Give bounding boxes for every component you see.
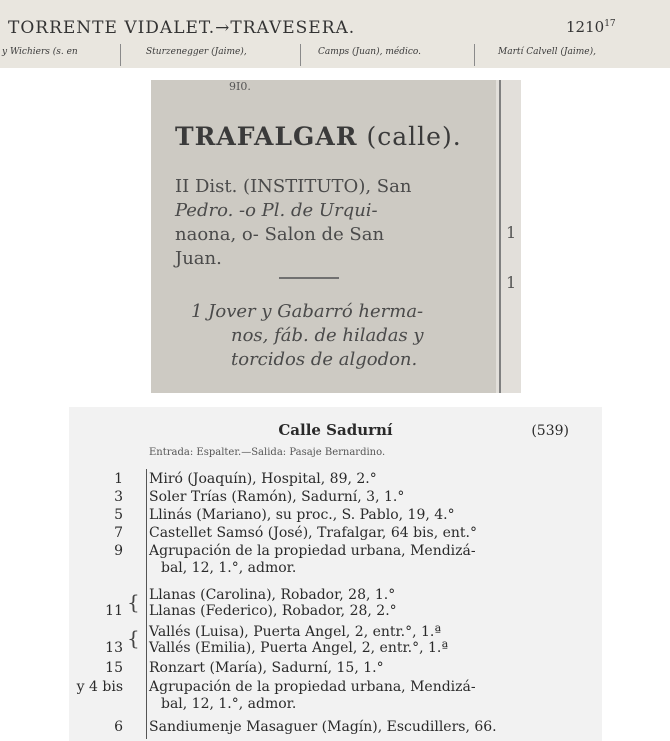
column-fragment: y Wichiers (s. en [2, 47, 78, 57]
column-divider [300, 44, 301, 66]
margin-mark: 1 [506, 223, 517, 242]
occupant-text: Sandiumenje Masaguer (Magín), Escudillers, 66. [149, 719, 497, 735]
clipping-top-fragment: 9I0. [229, 80, 251, 93]
house-number: 7 [114, 525, 123, 541]
occupant-text: Llanas (Carolina), Robador, 28, 1.° [149, 587, 396, 603]
listing-row [69, 640, 602, 657]
street-heading [175, 122, 462, 151]
occupant-text: Soler Trías (Ramón), Sadurní, 3, 1.° [149, 489, 405, 505]
district-line: naona, o- Salon de San [175, 224, 385, 245]
page-header-title: TORRENTE VIDALET.→TRAVESERA. [8, 18, 356, 38]
listing-row [69, 489, 602, 506]
listing-row [69, 660, 602, 677]
column-divider [120, 44, 121, 66]
house-number: 3 [114, 489, 123, 505]
occupant-text: Agrupación de la propiedad urbana, Mendizá- [149, 543, 476, 559]
occupant-text: Castellet Samsó (José), Trafalgar, 64 bis, ent.° [149, 525, 477, 541]
separator-rule [279, 277, 339, 279]
house-number: 13 [105, 640, 123, 656]
listing-row [69, 719, 602, 736]
brace-13: { [127, 626, 140, 650]
occupant-text: Llinás (Mariano), su proc., S. Pablo, 19, 4.° [149, 507, 455, 523]
margin-mark: 1 [506, 273, 517, 292]
entry-line: 1 Jover y Gabarró herma- [191, 301, 424, 322]
occupant-text: bal, 12, 1.°, admor. [161, 696, 297, 712]
occupant-text: Miró (Joaquín), Hospital, 89, 2.° [149, 471, 377, 487]
column-fragments [0, 44, 670, 68]
clipping-column-rule [499, 80, 501, 393]
listing-row [69, 624, 602, 641]
entry-line: torcidos de algodon. [231, 349, 418, 370]
occupant-text: bal, 12, 1.°, admor. [161, 560, 297, 576]
house-number: 11 [105, 603, 123, 619]
column-fragment: Martí Calvell (Jaime), [498, 47, 596, 57]
column-divider [474, 44, 475, 66]
entry-line: nos, fáb. de hiladas y [231, 325, 424, 346]
district-line: II Dist. (INSTITUTO), San [175, 176, 412, 197]
occupant-text: Agrupación de la propiedad urbana, Mendizá- [149, 679, 476, 695]
street-number: (539) [531, 423, 569, 439]
occupant-entry [191, 300, 491, 372]
listing-row [69, 587, 602, 604]
listing-row [69, 471, 602, 488]
listing-row [69, 543, 602, 560]
house-number: y 4 bis [76, 679, 123, 695]
house-number: 6 [114, 719, 123, 735]
house-number: 5 [114, 507, 123, 523]
occupant-text: Ronzart (María), Sadurní, 15, 1.° [149, 660, 384, 676]
page-number-superscript: 17 [604, 19, 616, 29]
listing-row [69, 560, 602, 577]
column-fragment: Sturzenegger (Jaime), [146, 47, 247, 57]
trafalgar-clipping [151, 80, 521, 393]
district-description [175, 175, 491, 271]
column-fragment: Camps (Juan), médico. [318, 47, 421, 57]
listing-row [69, 525, 602, 542]
brace-11: { [127, 590, 140, 614]
district-line: Pedro. -o Pl. de Urqui- [175, 200, 378, 221]
house-number: 15 [105, 660, 123, 676]
header-strip [0, 0, 670, 68]
page-number [566, 18, 616, 36]
listing-row [69, 696, 602, 713]
street-entrance-exit: Entrada: Espalter.—Salida: Pasaje Bernardino. [149, 447, 386, 458]
listing-row [69, 679, 602, 696]
sadurni-clipping [69, 407, 602, 741]
district-line: Juan. [175, 248, 222, 269]
street-name: TRAFALGAR [175, 122, 358, 151]
house-number: 9 [114, 543, 123, 559]
listing-row [69, 603, 602, 620]
occupant-text: Vallés (Luisa), Puerta Angel, 2, entr.°, 1.ª [149, 624, 442, 640]
listing-row [69, 507, 602, 524]
street-title: Calle Sadurní [278, 421, 393, 439]
occupant-text: Llanas (Federico), Robador, 28, 2.° [149, 603, 397, 619]
house-number: 1 [114, 471, 123, 487]
occupant-text: Vallés (Emilia), Puerta Angel, 2, entr.°, 1.ª [149, 640, 448, 656]
page-number-main: 1210 [566, 18, 605, 36]
street-type: (calle). [366, 122, 462, 151]
